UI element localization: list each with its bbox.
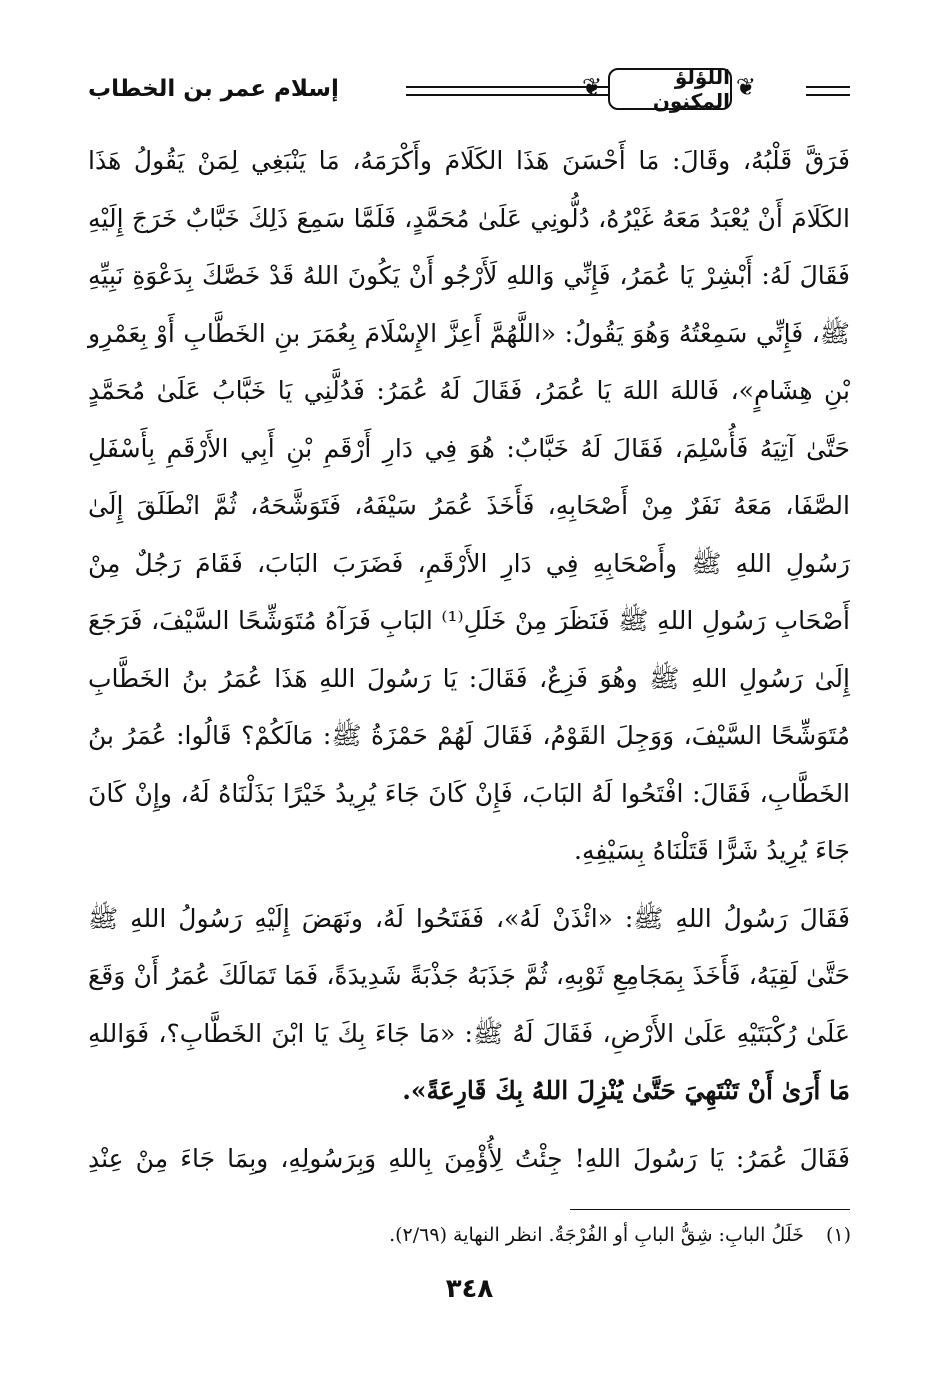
text-line: وهُوَ فَزِعٌ، فَقَالَ: يَا رَسُولَ اللهِ هَذَا عُمَرُ بنُ الخَطَّابِ مُتَوَشِّحًا السَّيْفَ، وَوَجِلَ — [88, 663, 850, 750]
header-rule-right — [806, 86, 850, 96]
text-line: عَلَىٰ رُكْبَتَيْهِ عَلَىٰ الأَرْضِ، فَقَالَ لَهُ ﷺ: «مَا جَاءَ بِكَ يَا ابْنَ الخَطَّابِ؟، فَوَاللهِ — [88, 1018, 850, 1048]
text-line: نَفَرٌ مِنْ أَصْحَابِهِ، فَأَخَذَ عُمَرُ سَيْفَهُ، فَتَوَشَّحَهُ، ثُمَّ انْطَلَقَ إِلَىٰ رَسُولِ اللهِ ﷺ — [88, 491, 850, 578]
text-line: فَرَقَّ قَلْبُهُ، وقَالَ: مَا أَحْسَنَ هَذَا الكَلَامَ وأَكْرَمَهُ، مَا يَنْبَغِي لِمَنْ يَقُولُ هَذَا — [88, 146, 850, 175]
footnote-divider — [570, 1209, 850, 1210]
main-text — [88, 132, 850, 1187]
paragraph-2 — [88, 890, 850, 1120]
paragraph-1 — [88, 132, 850, 880]
text-line: بْنِ هِشَامٍ»، فَاللهَ اللهَ يَا عُمَرُ، فَقَالَ لَهُ عُمَرُ: فَدُلَّنِي يَا خَبَّابُ عَلَىٰ مُحَمَّدٍ حَتَّىٰ — [88, 376, 850, 463]
text-line: فَقَالَ لَهُ: أَبْشِرْ يَا عُمَرُ، فَإِنِّي وَاللهِ لَأَرْجُو أَنْ يَكُونَ اللهُ قَدْ خَصَّكَ بِدَعْوَةِ نَبِيِّهِ — [88, 261, 850, 290]
text-line: آتِيَهُ فَأُسْلِمَ، فَقَالَ لَهُ خَبَّابٌ: هُوَ فِي دَارِ أَرْقَمِ بْنِ أَبِي الأَرْقَمِ بِأَسْفَلِ الصَّفَا، مَعَهُ — [88, 433, 850, 520]
text-line: مَا أَرَىٰ أَنْ تَنْتَهِيَ حَتَّىٰ يُنْزِلَ اللهُ بِكَ قَارِعَةً». — [402, 1076, 850, 1105]
text-line: فَقَالَ رَسُولُ اللهِ ﷺ: «ائْذَنْ لَهُ»، فَفَتَحُوا لَهُ، ونَهَضَ إِلَيْهِ رَسُولُ اللهِ ﷺ — [88, 903, 850, 933]
chapter-title: إسلام عمر بن الخطاب — [88, 76, 339, 102]
ornament-left-icon: ❦ — [582, 73, 603, 101]
text-line: الكَلَامَ أَنْ يُعْبَدُ مَعَهُ غَيْرُهُ، دُلُّونِي عَلَىٰ مُحَمَّدٍ، فَلَمَّا سَمِعَ ذَلِكَ خَبَّابٌ خَرَجَ إِلَيْهِ — [88, 203, 850, 233]
running-header — [88, 62, 850, 118]
footnote — [89, 1220, 851, 1250]
text-line: حَتَّىٰ لَقِيَهُ، فَأَخَذَ بِمَجَامِعِ ثَوْبِهِ، ثُمَّ جَذَبَهُ جَذْبَةً شَدِيدَةً، فَمَا تَمَالَكَ عُمَرُ أَنْ وَقَعَ — [88, 961, 850, 990]
ornament-right-icon: ❦ — [735, 73, 756, 101]
text-line: فَقَالَ عُمَرُ: يَا رَسُولَ اللهِ! جِئْتُ لِأُؤْمِنَ بِاللهِ وَبِرَسُولِهِ، وبِمَا جَاءَ مِنْ عِنْدِ — [88, 1143, 850, 1173]
text-line: ﷺ فَنَظَرَ مِنْ خَلَلِ⁽¹⁾ البَابِ فَرَآهُ مُتَوَشِّحًا السَّيْفَ، فَرَجَعَ إِلَىٰ رَسُولِ اللهِ ﷺ — [88, 606, 850, 693]
footnote-number: (١) — [825, 1224, 851, 1246]
footnote-text: خَلَلُ البابِ: شِقُّ البابِ أو الفُرْجَةُ. انظر النهاية (٢/٦٩). — [389, 1224, 804, 1246]
text-line: ﷺ، فَإِنِّي سَمِعْتُهُ وَهُوَ يَقُولُ: «اللَّهُمَّ أَعِزَّ الإِسْلَامَ بِعُمَرَ بنِ الخَطَّابِ أَوْ بِعَمْرِو — [88, 318, 850, 348]
book-title-emblem — [580, 62, 760, 112]
text-line: القَوْمُ، فَقَالَ لَهُمْ حَمْزَةُ ﷺ: مَالَكُمْ؟ قَالُوا: عُمَرُ بنُ الخَطَّابِ، فَقَالَ: افْتَحُوا لَهُ — [88, 721, 851, 808]
page-number: ٣٤٨ — [445, 1274, 494, 1304]
text-line: البَابَ، فَإِنْ كَانَ جَاءَ يُرِيدُ خَيْرًا بَذَلْنَاهُ لَهُ، وإِنْ كَانَ جَاءَ يُرِيدُ شَرًّا قَتَلْنَاهُ بِسَيْفِهِ. — [88, 778, 850, 865]
text-line: وأَصْحَابِهِ فِي دَارِ الأَرْقَمِ، فَضَرَبَ البَابَ، فَقَامَ رَجُلٌ مِنْ أَصْحَابِ رَسُولِ اللهِ — [88, 548, 851, 635]
paragraph-3 — [88, 1130, 850, 1188]
book-title: اللؤلؤ المكنون — [608, 68, 732, 110]
